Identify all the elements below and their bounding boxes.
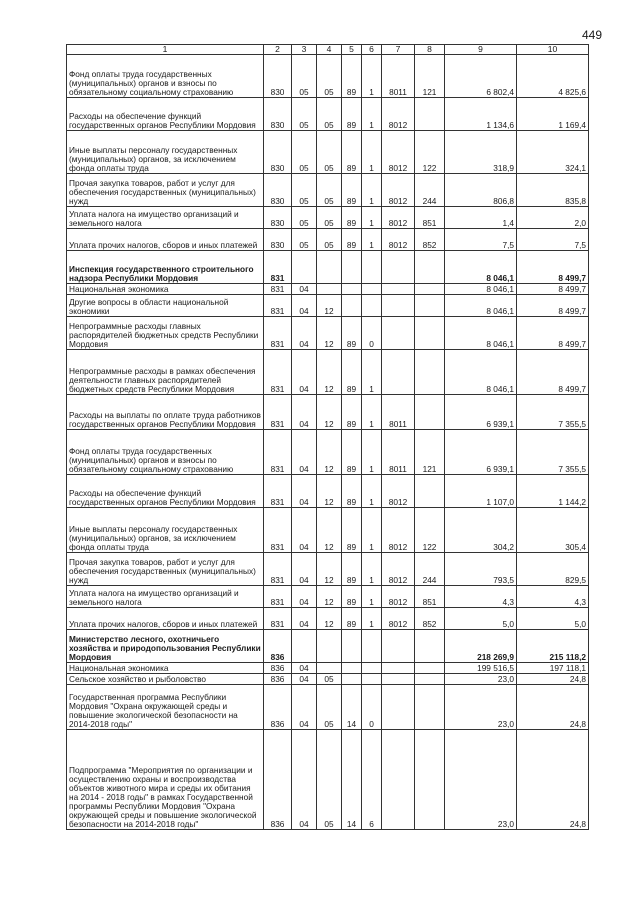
code-program: 89 [342,395,362,430]
code-ministry: 831 [264,508,292,553]
column-header-9: 9 [445,45,517,55]
code-subsection: 05 [317,174,342,207]
code-subsection: 12 [317,586,342,608]
code-direction: 8012 [382,98,415,131]
amount-col10: 829,5 [517,553,589,586]
code-subprogram [362,630,382,663]
code-program: 89 [342,475,362,508]
row-name: Другие вопросы в области национальной экономики [67,295,264,317]
row-name: Непрограммные расходы в рамках обеспечения деятельности главных распорядителей бюджетных средств Республики Мордовия [67,350,264,395]
amount-col9: 6 939,1 [445,430,517,475]
table-row [67,475,589,508]
code-direction: 8011 [382,395,415,430]
table-row [67,674,589,685]
code-expense-type [415,730,445,830]
code-program: 89 [342,586,362,608]
code-subprogram [362,251,382,284]
amount-col10: 8 499,7 [517,251,589,284]
code-ministry: 831 [264,553,292,586]
amount-col9: 7,5 [445,229,517,251]
amount-col10: 8 499,7 [517,284,589,295]
code-expense-type: 852 [415,608,445,630]
code-section: 04 [292,475,317,508]
row-name: Министерство лесного, охотничьего хозяйства и природопользования Республики Мордовия [67,630,264,663]
header-row [67,45,589,55]
code-ministry: 831 [264,395,292,430]
amount-col9: 23,0 [445,730,517,830]
code-subsection [317,663,342,674]
code-program: 89 [342,553,362,586]
code-ministry: 830 [264,131,292,174]
code-direction: 8012 [382,608,415,630]
table-row [67,685,589,730]
code-direction: 8012 [382,207,415,229]
code-expense-type [415,350,445,395]
table-row [67,251,589,284]
code-program: 89 [342,131,362,174]
code-subsection: 05 [317,730,342,830]
amount-col10: 8 499,7 [517,350,589,395]
amount-col9: 304,2 [445,508,517,553]
code-subprogram: 1 [362,98,382,131]
code-direction [382,685,415,730]
code-program [342,674,362,685]
code-section: 05 [292,174,317,207]
code-program [342,663,362,674]
code-expense-type [415,317,445,350]
amount-col10: 324,1 [517,131,589,174]
code-direction [382,251,415,284]
code-program [342,295,362,317]
code-subprogram [362,295,382,317]
code-subprogram: 1 [362,207,382,229]
table-row [67,395,589,430]
amount-col9: 8 046,1 [445,317,517,350]
code-program [342,284,362,295]
code-subsection [317,630,342,663]
code-expense-type [415,630,445,663]
row-name: Фонд оплаты труда государственных (муниципальных) органов и взносы по обязательному социальному страхованию [67,430,264,475]
code-expense-type: 852 [415,229,445,251]
code-program: 89 [342,207,362,229]
table-row [67,317,589,350]
code-expense-type: 121 [415,430,445,475]
code-direction: 8012 [382,475,415,508]
code-subprogram: 6 [362,730,382,830]
code-program: 89 [342,608,362,630]
code-ministry: 836 [264,630,292,663]
code-expense-type [415,674,445,685]
table-row [67,131,589,174]
column-header-2: 2 [264,45,292,55]
code-subprogram [362,663,382,674]
table-row [67,55,589,98]
row-name: Сельское хозяйство и рыболовство [67,674,264,685]
table-row [67,508,589,553]
amount-col10: 8 499,7 [517,317,589,350]
amount-col10: 8 499,7 [517,295,589,317]
code-section: 05 [292,207,317,229]
column-header-5: 5 [342,45,362,55]
code-direction: 8011 [382,55,415,98]
code-ministry: 830 [264,98,292,131]
code-section: 04 [292,350,317,395]
code-program: 89 [342,430,362,475]
code-ministry: 831 [264,295,292,317]
code-direction [382,663,415,674]
code-ministry: 831 [264,475,292,508]
amount-col10: 4 825,6 [517,55,589,98]
code-ministry: 836 [264,663,292,674]
code-ministry: 831 [264,586,292,608]
code-direction: 8012 [382,586,415,608]
table-row [67,174,589,207]
code-subprogram: 1 [362,475,382,508]
code-subprogram: 1 [362,395,382,430]
code-direction [382,674,415,685]
amount-col9: 4,3 [445,586,517,608]
amount-col9: 23,0 [445,685,517,730]
budget-table [66,44,589,830]
code-section: 04 [292,317,317,350]
code-section: 04 [292,430,317,475]
code-subsection: 12 [317,350,342,395]
amount-col9: 8 046,1 [445,350,517,395]
row-name: Подпрограмма "Мероприятия по организации и осуществлению охраны и воспроизводства объектов животного мира и среды их обитания на 2014 - 2018 годы" в рамках Государственной программы Республики Мордовия "Охрана окружающей среды и повышение экологической безопасности на 2014-2018 годы" [67,730,264,830]
amount-col9: 1,4 [445,207,517,229]
code-expense-type: 122 [415,508,445,553]
amount-col9: 1 134,6 [445,98,517,131]
code-subprogram [362,674,382,685]
code-subsection: 05 [317,207,342,229]
code-direction [382,295,415,317]
table-row [67,350,589,395]
code-subsection: 12 [317,508,342,553]
code-expense-type: 851 [415,207,445,229]
code-section: 05 [292,55,317,98]
code-subprogram: 1 [362,350,382,395]
code-ministry: 831 [264,608,292,630]
amount-col10: 7,5 [517,229,589,251]
row-name: Иные выплаты персоналу государственных (муниципальных) органов, за исключением фонда оплаты труда [67,508,264,553]
code-subsection: 05 [317,674,342,685]
code-program: 89 [342,229,362,251]
amount-col10: 215 118,2 [517,630,589,663]
column-header-1: 1 [67,45,264,55]
code-subprogram: 1 [362,430,382,475]
table-row [67,586,589,608]
code-program [342,630,362,663]
code-direction: 8012 [382,508,415,553]
code-expense-type: 122 [415,131,445,174]
code-expense-type: 244 [415,553,445,586]
code-ministry: 836 [264,730,292,830]
row-name: Уплата налога на имущество организаций и земельного налога [67,586,264,608]
amount-col10: 5,0 [517,608,589,630]
code-expense-type [415,663,445,674]
code-subsection: 12 [317,553,342,586]
code-expense-type: 851 [415,586,445,608]
code-ministry: 830 [264,207,292,229]
code-subprogram: 1 [362,586,382,608]
code-program: 89 [342,98,362,131]
table-row [67,663,589,674]
code-subsection: 12 [317,395,342,430]
code-section: 04 [292,508,317,553]
amount-col9: 1 107,0 [445,475,517,508]
code-expense-type: 244 [415,174,445,207]
code-ministry: 836 [264,674,292,685]
amount-col9: 218 269,9 [445,630,517,663]
code-ministry: 831 [264,317,292,350]
code-section: 04 [292,674,317,685]
table-row [67,295,589,317]
code-section: 04 [292,295,317,317]
code-program: 14 [342,685,362,730]
amount-col10: 197 118,1 [517,663,589,674]
row-name: Национальная экономика [67,284,264,295]
code-section: 05 [292,98,317,131]
amount-col10: 24,8 [517,674,589,685]
code-subsection: 12 [317,430,342,475]
row-name: Инспекция государственного строительного надзора Республики Мордовия [67,251,264,284]
code-ministry: 830 [264,55,292,98]
row-name: Расходы на обеспечение функций государственных органов Республики Мордовия [67,98,264,131]
table-row [67,98,589,131]
amount-col10: 835,8 [517,174,589,207]
code-subsection: 05 [317,98,342,131]
row-name: Уплата прочих налогов, сборов и иных платежей [67,608,264,630]
code-direction [382,350,415,395]
code-subsection [317,284,342,295]
table-row [67,430,589,475]
code-direction: 8012 [382,553,415,586]
table-row [67,730,589,830]
code-ministry: 831 [264,430,292,475]
amount-col9: 8 046,1 [445,295,517,317]
amount-col10: 4,3 [517,586,589,608]
code-section: 04 [292,608,317,630]
code-program: 89 [342,350,362,395]
row-name: Прочая закупка товаров, работ и услуг для обеспечения государственных (муниципальных) нужд [67,174,264,207]
code-expense-type [415,395,445,430]
row-name: Уплата налога на имущество организаций и земельного налога [67,207,264,229]
column-header-6: 6 [362,45,382,55]
code-section: 04 [292,553,317,586]
amount-col9: 5,0 [445,608,517,630]
code-ministry: 830 [264,174,292,207]
amount-col9: 199 516,5 [445,663,517,674]
code-program: 89 [342,508,362,553]
row-name: Прочая закупка товаров, работ и услуг для обеспечения государственных (муниципальных) нужд [67,553,264,586]
code-expense-type [415,284,445,295]
code-subsection: 12 [317,317,342,350]
code-direction [382,317,415,350]
code-ministry: 831 [264,251,292,284]
code-subprogram: 0 [362,685,382,730]
amount-col10: 24,8 [517,730,589,830]
code-expense-type [415,685,445,730]
code-expense-type [415,475,445,508]
row-name: Уплата прочих налогов, сборов и иных платежей [67,229,264,251]
code-subprogram: 1 [362,131,382,174]
code-program [342,251,362,284]
column-header-3: 3 [292,45,317,55]
row-name: Иные выплаты персоналу государственных (муниципальных) органов, за исключением фонда оплаты труда [67,131,264,174]
code-expense-type [415,295,445,317]
column-header-4: 4 [317,45,342,55]
amount-col9: 8 046,1 [445,284,517,295]
amount-col9: 8 046,1 [445,251,517,284]
amount-col10: 7 355,5 [517,395,589,430]
amount-col10: 24,8 [517,685,589,730]
code-subsection: 12 [317,295,342,317]
code-subprogram: 1 [362,553,382,586]
code-direction: 8012 [382,174,415,207]
code-subsection: 05 [317,55,342,98]
code-subprogram: 1 [362,229,382,251]
amount-col9: 6 802,4 [445,55,517,98]
table-row [67,630,589,663]
code-subprogram: 0 [362,317,382,350]
code-program: 89 [342,174,362,207]
amount-col10: 1 169,4 [517,98,589,131]
code-subsection: 12 [317,475,342,508]
row-name: Непрограммные расходы главных распорядителей бюджетных средств Республики Мордовия [67,317,264,350]
code-subsection: 05 [317,685,342,730]
amount-col9: 6 939,1 [445,395,517,430]
code-section: 05 [292,131,317,174]
table-row [67,553,589,586]
code-subprogram: 1 [362,508,382,553]
code-section: 04 [292,730,317,830]
table-row [67,608,589,630]
row-name: Расходы на выплаты по оплате труда работников государственных органов Республики Мордовия [67,395,264,430]
code-direction: 8012 [382,229,415,251]
code-section: 05 [292,229,317,251]
code-expense-type: 121 [415,55,445,98]
amount-col9: 793,5 [445,553,517,586]
code-direction: 8011 [382,430,415,475]
code-subprogram: 1 [362,174,382,207]
code-expense-type [415,251,445,284]
amount-col10: 305,4 [517,508,589,553]
code-section: 04 [292,586,317,608]
code-program: 89 [342,317,362,350]
code-ministry: 830 [264,229,292,251]
amount-col10: 2,0 [517,207,589,229]
code-section [292,630,317,663]
code-subsection [317,251,342,284]
code-direction [382,284,415,295]
amount-col10: 1 144,2 [517,475,589,508]
row-name: Государственная программа Республики Мордовия "Охрана окружающей среды и повышение экологической безопасности на 2014-2018 годы" [67,685,264,730]
code-ministry: 836 [264,685,292,730]
code-section: 04 [292,395,317,430]
column-header-8: 8 [415,45,445,55]
amount-col9: 806,8 [445,174,517,207]
code-subprogram: 1 [362,608,382,630]
row-name: Национальная экономика [67,663,264,674]
code-ministry: 831 [264,350,292,395]
table-row [67,229,589,251]
code-subprogram [362,284,382,295]
code-expense-type [415,98,445,131]
column-header-10: 10 [517,45,589,55]
table-row [67,284,589,295]
code-direction [382,730,415,830]
amount-col9: 318,9 [445,131,517,174]
code-program: 14 [342,730,362,830]
code-direction: 8012 [382,131,415,174]
row-name: Расходы на обеспечение функций государственных органов Республики Мордовия [67,475,264,508]
column-header-7: 7 [382,45,415,55]
code-ministry: 831 [264,284,292,295]
page-number: 449 [582,28,603,42]
code-subprogram: 1 [362,55,382,98]
code-section [292,251,317,284]
code-section: 04 [292,284,317,295]
code-direction [382,630,415,663]
code-subsection: 12 [317,608,342,630]
code-subsection: 05 [317,131,342,174]
code-subsection: 05 [317,229,342,251]
code-section: 04 [292,663,317,674]
code-section: 04 [292,685,317,730]
amount-col9: 23,0 [445,674,517,685]
code-program: 89 [342,55,362,98]
amount-col10: 7 355,5 [517,430,589,475]
table-body [67,55,589,830]
row-name: Фонд оплаты труда государственных (муниципальных) органов и взносы по обязательному социальному страхованию [67,55,264,98]
table-row [67,207,589,229]
